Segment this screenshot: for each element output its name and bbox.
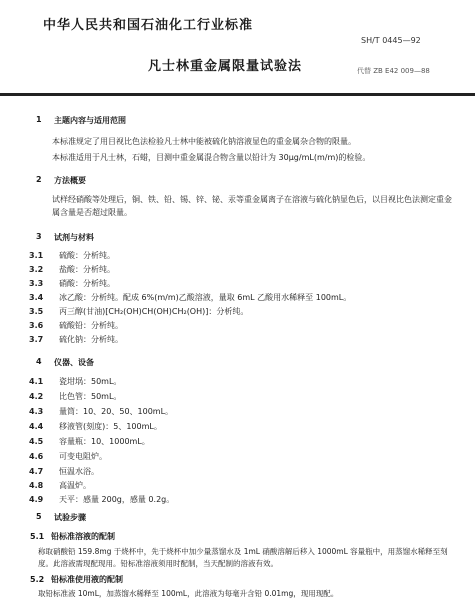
item-text: 天平：感量 200g，感量 0.2g。: [59, 495, 175, 504]
item-number: 3.2: [29, 265, 44, 274]
list-item: [29, 376, 121, 387]
item-number: 4.7: [29, 467, 44, 476]
item-text: 高温炉。: [59, 481, 91, 490]
subsection-heading: [30, 531, 115, 542]
item-text: 硝酸：分析纯。: [59, 279, 115, 288]
document-title: 凡士林重金属限量试验法: [148, 59, 303, 74]
subsection-heading: [30, 574, 123, 585]
section-title: 仪器、设备: [54, 358, 94, 367]
item-text: 容量瓶：10、1000mL。: [59, 437, 150, 446]
section-title: 试验步骤: [54, 513, 86, 522]
list-item: [29, 436, 150, 447]
list-item: [29, 264, 115, 275]
item-text: 硫酸铅：分析纯。: [59, 321, 123, 330]
paragraph: 试样经硝酸等处理后，铜、铁、铅、锡、锌、铋、汞等重金属离子在溶液与硫化钠显色后，以目视比色法测定重金属含量是否超过限量。: [52, 195, 452, 217]
list-item: [29, 406, 173, 417]
item-text: 瓷坩埚：50mL。: [59, 377, 122, 386]
item-number: 4.2: [29, 392, 44, 401]
subsection-title: 铅标准溶液的配制: [51, 532, 115, 541]
list-item: [29, 391, 121, 402]
subsection-number: 5.1: [30, 532, 45, 541]
item-text: 可变电阻炉。: [59, 452, 107, 461]
item-number: 3.3: [29, 279, 44, 288]
list-item: [29, 320, 123, 331]
list-item: [29, 250, 115, 261]
section-title: 方法概要: [54, 176, 86, 185]
item-number: 3.1: [29, 251, 44, 260]
subsection-number: 5.2: [30, 575, 45, 584]
list-item: [29, 421, 162, 432]
list-item: [29, 278, 115, 289]
item-text: 量筒：10、20、50、100mL。: [59, 407, 174, 416]
list-item: [29, 466, 99, 477]
paragraph: 称取硝酸铅 159.8mg 于烧杯中，先于烧杯中加少量蒸馏水及 1mL 硝酸溶解后移入 1000mL 容量瓶中，用蒸馏水稀释至刻度。此溶液需现配现用。铅标准溶液须用时配制，当天配制的溶液有效。: [38, 547, 448, 568]
subsection-title: 铅标准使用液的配制: [51, 575, 123, 584]
header-divider: [0, 93, 475, 96]
item-number: 4.6: [29, 452, 44, 461]
item-text: 冰乙酸：分析纯。配成 6%(m/m)乙酸溶液，量取 6mL 乙酸用水稀释至 100mL。: [59, 293, 352, 302]
item-number: 3.4: [29, 293, 44, 302]
section-number: 2: [36, 175, 42, 184]
section-number: 4: [36, 357, 42, 366]
list-item: [29, 306, 248, 317]
list-item: [29, 292, 351, 303]
section-title: 主题内容与适用范围: [54, 116, 126, 125]
section-number: 1: [36, 115, 42, 124]
item-number: 4.5: [29, 437, 44, 446]
item-text: 比色管：50mL。: [59, 392, 122, 401]
section-number: 5: [36, 512, 42, 521]
item-number: 4.8: [29, 481, 44, 490]
item-text: 盐酸：分析纯。: [59, 265, 115, 274]
list-item: [29, 494, 174, 505]
paragraph: 本标准规定了用目视比色法检验凡士林中能被硫化钠溶液显色的重金属杂合物的限量。: [52, 137, 356, 146]
item-number: 4.9: [29, 495, 44, 504]
item-number: 3.6: [29, 321, 44, 330]
item-number: 3.7: [29, 335, 44, 344]
replaces-standard: 代替 ZB E42 009—88: [357, 67, 430, 75]
list-item: [29, 334, 123, 345]
paragraph: 本标准适用于凡士林，石蜡，目测中重金属混合物含量以铅计为 30μg/mL(m/m)的检验。: [52, 153, 371, 162]
item-text: 恒温水浴。: [59, 467, 99, 476]
item-number: 3.5: [29, 307, 44, 316]
item-text: 丙三醇(甘油)[CH₂(OH)CH(OH)CH₂(OH)]：分析纯。: [59, 307, 249, 316]
list-item: [29, 480, 91, 491]
standard-title: 中华人民共和国石油化工行业标准: [43, 18, 254, 33]
section-title: 试剂与材料: [54, 233, 94, 242]
paragraph: 取铅标准液 10mL，加蒸馏水稀释至 100mL，此溶液为每毫升含铅 0.01mg，现用现配。: [38, 589, 339, 598]
item-number: 4.4: [29, 422, 44, 431]
item-text: 移液管(刻度)：5、100mL。: [59, 422, 162, 431]
item-number: 4.3: [29, 407, 44, 416]
item-text: 硫酸：分析纯。: [59, 251, 115, 260]
list-item: [29, 451, 107, 462]
item-text: 硫化钠：分析纯。: [59, 335, 123, 344]
item-number: 4.1: [29, 377, 44, 386]
document-code: SH/T 0445—92: [361, 36, 421, 45]
section-number: 3: [36, 232, 42, 241]
